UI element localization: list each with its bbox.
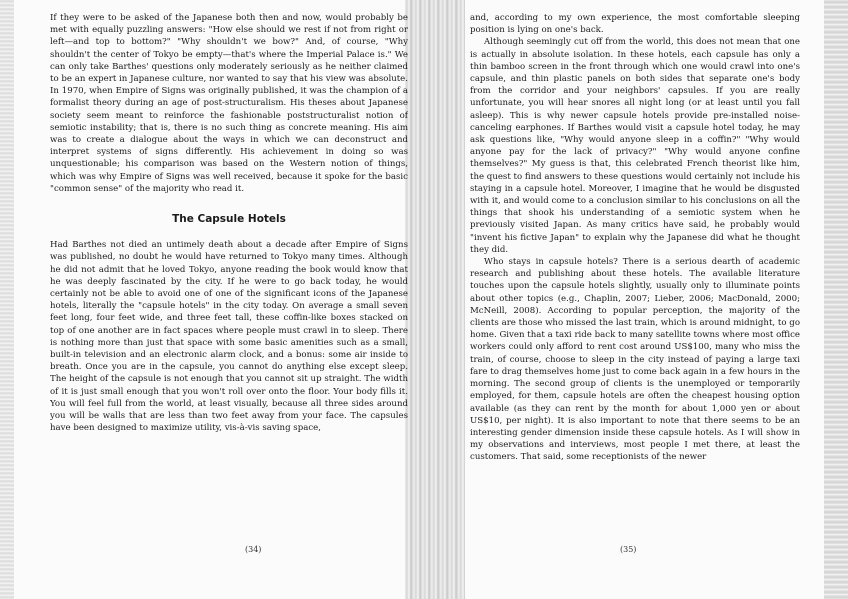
- right-page: [470, 12, 800, 592]
- section-heading: The Capsule Hotels: [172, 213, 286, 226]
- page-number-left: (34): [245, 545, 262, 554]
- right-paragraph-2: Although seemingly cut off from the world, this does not mean that one is actually in absolute isolation. In these hotels, each capsule has only a thin bamboo screen in the front through which one would crawl into one's capsule, and thin plastic panels on both sides that separate one's body from the corridor and your neighbors' capsules. If you are really unfortunate, you will hear snores all night long (or at least until you fall asleep). This is why newer capsule hotels provide pre-installed noise-canceling earphones. If Barthes would visit a capsule hotel today, he may ask questions like, "Why would anyone sleep in a coffin?" "Why would anyone pay for the lack of privacy?" "Why would anyone confine themselves?" My guess is that, this celebrated French theorist like him, the quest to find answers to these questions would certainly not include his staying in a capsule hotel. Moreover, I imagine that he would be disgusted with it, and would come to a conclusion similar to his conclusions on all the things that shook his understanding of a semiotic system when he previously visited Japan. As many critics have said, he probably would "invent his fictive Japan" to explain why the Japanese did what he thought they did.: [470, 37, 800, 255]
- page-edge-right: [824, 0, 848, 599]
- left-page: [50, 12, 408, 592]
- right-paragraph-1: and, according to my own experience, the most comfortable sleeping position is lying on one's back.: [470, 13, 800, 36]
- left-paragraph-2: Had Barthes not died an untimely death about a decade after Empire of Signs was published, no doubt he would have returned to Tokyo many times. Although he did not admit that he loved Tokyo, anyone reading the book would know that he was deeply fascinated by the city. If he were to go back today, he would certainly not be able to avoid one of one of the significant icons of the Japanese hotels, literally the "capsule hotels" in the city today. On average a small seven feet long, four feet wide, and three feet tall, these coffin-like boxes stacked on top of one another are in fact spaces where people must crawl in to sleep. There is nothing more than just that space with some basic amenities such as a small, built-in television and an electronic alarm clock, and a bonus: some air inside to breath. Once you are in the capsule, you cannot do anything else except sleep. The height of the capsule is not enough that you cannot sit up straight. The width of it is just small enough that you won't roll over onto the floor. Your body fills it. You will feel full from the world, at least visually, because all three sides around you will be walls that are less than two feet away from your face. The capsules have been designed to maximize utility, vis-à-vis saving space,: [50, 240, 408, 434]
- right-paragraph-3: Who stays in capsule hotels? There is a serious dearth of academic research and publishing about these hotels. The available literature touches upon the capsule hotels slightly, usually only to illuminate points about other topics (e.g., Chaplin, 2007; Lieber, 2006; MacDonald, 2000; McNeill, 2008). According to popular perception, the majority of the clients are those who missed the last train, which is around midnight, to go home. Given that a taxi ride back to many satellite towns where most office workers could only afford to rent cost around US$100, many who miss the train, of course, choose to sleep in the city instead of paying a large taxi fare to drag themselves home just to come back again in a few hours in the morning. The second group of clients is the unemployed or temporarily employed, for them, capsule hotels are often the cheapest housing option available (as they can rent by the month for about 1,000 yen or about US$10, per night). It is also important to note that there seems to be an interesting gender dimension inside these capsule hotels. As I will show in my observations and interviews, most people I met there, at least the customers. That said, some receptionists of the newer: [470, 257, 800, 463]
- book-gutter: [405, 0, 465, 599]
- left-paragraph-1: If they were to be asked of the Japanese both then and now, would probably be met with equally puzzling answers: "How else should we rest if not from right or left—and top to bottom?" "Why shouldn't we bow?" And, of course, "Why shouldn't the center of Tokyo be empty—that's where the Imperial Palace is." We can only take Barthes' questions only moderately seriously as he neither claimed to be an expert in Japanese culture, nor wanted to say that his view was absolute. In 1970, when Empire of Signs was originally published, it was the champion of a formalist theory during an age of post-structuralism. His theses about Japanese society seem meant to reinforce the fashionable poststructuralist notion of semiotic instability; that is, there is no such thing as concrete meaning. His aim was to create a dialogue about the ways in which we can deconstruct and interpret systems of signs differently. His achievement in doing so was unquestionable; his comparison was based on the Western notion of things, which was why Empire of Signs was well received, because it spoke for the basic "common sense" of the majority who read it.: [50, 13, 408, 194]
- page-number-right: (35): [620, 545, 637, 554]
- page-edge-left: [0, 0, 14, 599]
